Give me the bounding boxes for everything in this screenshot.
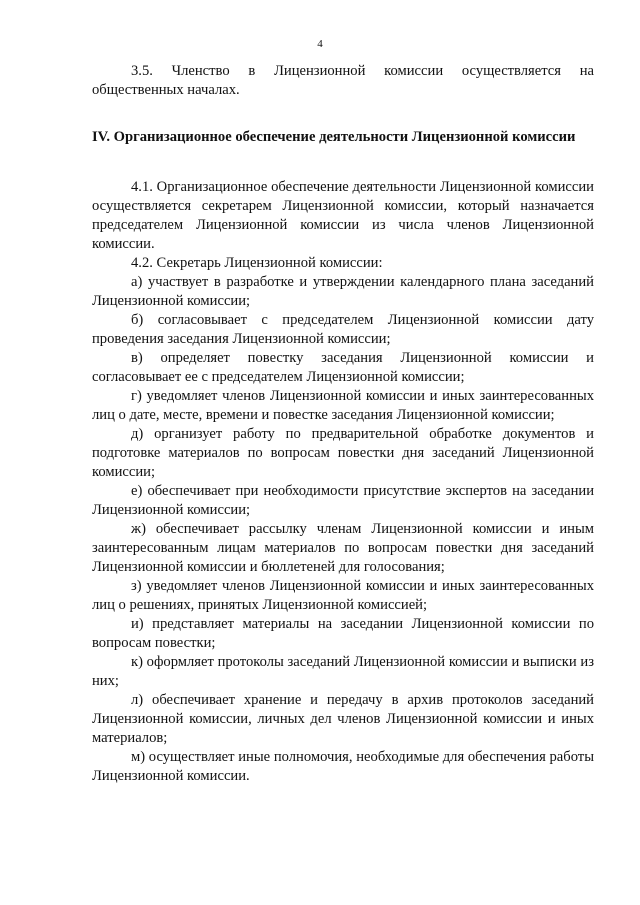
clause-item-v: в) определяет повестку заседания Лицензионной комиссии и согласовывает ее с председателем Лицензионной комиссии; — [92, 350, 594, 385]
clause-item-d: д) организует работу по предварительной обработке документов и подготовке материалов по вопросам повестки дня заседаний Лицензионной комиссии; — [92, 426, 594, 480]
clause-item-k: к) оформляет протоколы заседаний Лицензионной комиссии и выписки из них; — [92, 654, 594, 689]
clause-item-m: м) осуществляет иные полномочия, необходимые для обеспечения работы Лицензионной комиссии. — [92, 749, 594, 784]
clause-item-l: л) обеспечивает хранение и передачу в архив протоколов заседаний Лицензионной комиссии, личных дел членов Лицензионной комиссии и иных материалов; — [92, 692, 594, 746]
clause-item-b: б) согласовывает с председателем Лицензионной комиссии дату проведения заседания Лицензионной комиссии; — [92, 312, 594, 347]
document-body — [92, 62, 594, 786]
clause-4-1: 4.1. Организационное обеспечение деятельности Лицензионной комиссии осуществляется секретарем Лицензионной комиссии, который назначается председателем Лицензионной комиссии из числа членов Лицензионной комиссии. — [92, 179, 594, 252]
clause-item-z: з) уведомляет членов Лицензионной комиссии и иных заинтересованных лиц о решениях, принятых Лицензионной комиссией; — [92, 578, 594, 613]
clause-3-5: 3.5. Членство в Лицензионной комиссии осуществляется на общественных началах. — [92, 63, 594, 98]
clause-item-a: а) участвует в разработке и утверждении календарного плана заседаний Лицензионной комиссии; — [92, 274, 594, 309]
clause-item-e: е) обеспечивает при необходимости присутствие экспертов на заседании Лицензионной комиссии; — [92, 483, 594, 518]
section-heading: IV. Организационное обеспечение деятельности Лицензионной комиссии — [92, 129, 576, 145]
clause-item-i: и) представляет материалы на заседании Лицензионной комиссии по вопросам повестки; — [92, 616, 594, 651]
clause-4-2: 4.2. Секретарь Лицензионной комиссии: — [131, 255, 383, 271]
clause-item-zh: ж) обеспечивает рассылку членам Лицензионной комиссии и иным заинтересованным лицам материалов по вопросам повестки дня заседаний Лицензионной комиссии и бюллетеней для голосования; — [92, 521, 594, 575]
page-number: 4 — [317, 38, 323, 50]
clause-item-g: г) уведомляет членов Лицензионной комиссии и иных заинтересованных лиц о дате, месте, времени и повестке заседания Лицензионной комиссии; — [92, 388, 594, 423]
